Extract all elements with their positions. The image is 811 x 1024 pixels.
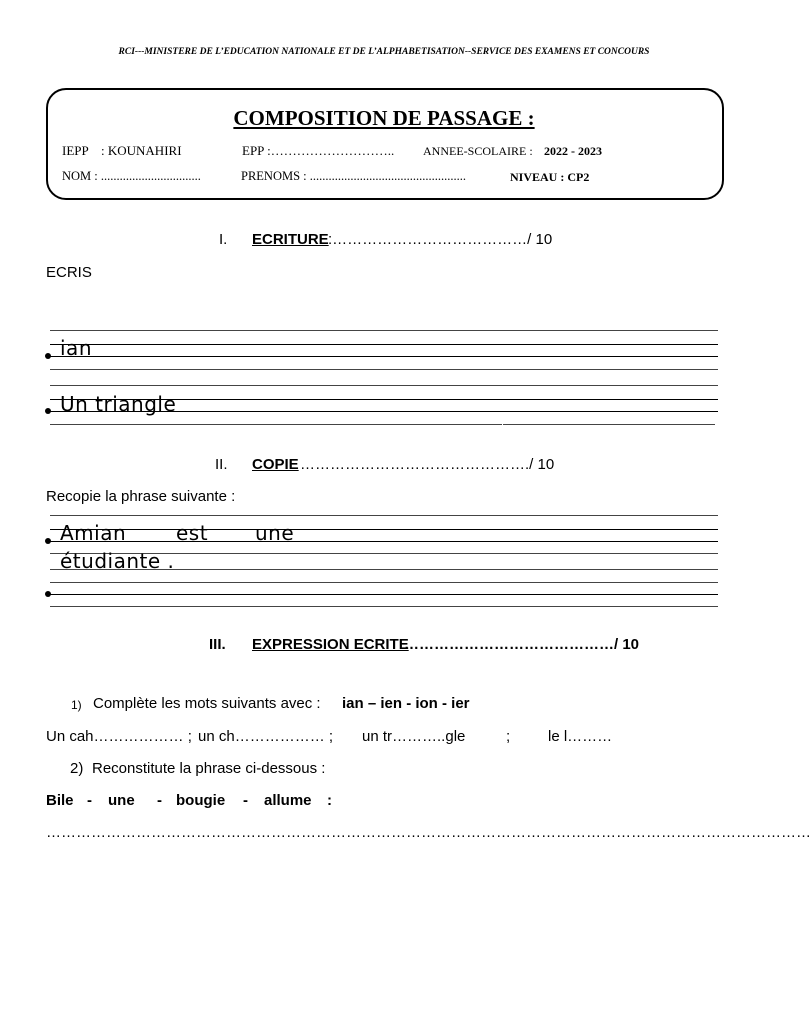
exam-title: COMPOSITION DE PASSAGE : <box>233 106 535 130</box>
bullet-point <box>45 538 51 544</box>
prenoms-field: PRENOMS : .................................................. <box>241 169 467 183</box>
q2-word: une <box>108 792 135 809</box>
copy-word-3: une <box>255 521 295 545</box>
q2-word: - <box>87 792 92 809</box>
writing-line <box>503 424 715 425</box>
q1-word-4: le l……… <box>548 728 613 745</box>
section1-score: :…………………………………/ 10 <box>328 231 553 248</box>
writing-line <box>50 369 718 370</box>
niveau-label: NIVEAU : CP2 <box>510 170 590 184</box>
q2-word: Bile <box>46 792 74 809</box>
q1-word-3: un tr………..gle <box>362 728 466 745</box>
q1-text: Complète les mots suivants avec : <box>93 695 321 712</box>
writing-line <box>50 606 718 607</box>
writing-line <box>50 529 718 530</box>
epp-field: EPP :……………………….. <box>242 143 395 158</box>
iepp-label: IEPP <box>62 143 89 158</box>
q2-word: - <box>243 792 248 809</box>
writing-line <box>50 594 718 595</box>
q2-answer-line: ……………………………………………………………………………………………………………………………………… <box>46 824 811 841</box>
q2-text: Reconstitute la phrase ci-dessous : <box>92 760 326 777</box>
section2-numeral: II. <box>215 456 228 473</box>
writing-line <box>50 541 718 542</box>
annee-label: ANNEE-SCOLAIRE : <box>423 144 533 158</box>
section1-title: ECRITURE <box>252 231 329 248</box>
q2-word: : <box>327 792 332 809</box>
section3-numeral: III. <box>209 636 226 653</box>
writing-line <box>50 582 718 583</box>
copy-line-2: étudiante . <box>60 549 175 573</box>
annee-value: 2022 - 2023 <box>544 144 602 158</box>
q1-separator: ; <box>506 728 511 745</box>
bullet-point <box>45 353 51 359</box>
writing-line <box>50 424 502 425</box>
writing-line <box>50 344 718 345</box>
q2-word: bougie <box>176 792 226 809</box>
section1-numeral: I. <box>219 231 228 248</box>
writing-line <box>50 385 718 386</box>
model-text-1: ian <box>60 336 92 360</box>
q2-word: allume <box>264 792 312 809</box>
bullet-point <box>45 591 51 597</box>
iepp-value: : KOUNAHIRI <box>101 143 182 158</box>
model-text-2: Un triangle <box>60 392 177 416</box>
q1-number: 1) <box>71 698 82 712</box>
writing-line <box>50 356 718 357</box>
writing-line <box>50 569 718 570</box>
q1-options: ian – ien - ion - ier <box>342 695 470 712</box>
section2-instruction: Recopie la phrase suivante : <box>46 488 236 505</box>
ministry-header: RCI---MINISTERE DE L’EDUCATION NATIONALE ET DE L’ALPHABETISATION--SERVICE DES EXAMENS ET CONCOURS <box>118 47 650 57</box>
section2-title: COPIE <box>252 456 299 473</box>
q2-word: - <box>157 792 162 809</box>
section3-score: ……………………………………/ 10 <box>404 636 640 653</box>
writing-line <box>50 515 718 516</box>
copy-word-1: Amian <box>60 521 127 545</box>
q1-word-1: Un cah……………… ; <box>46 728 192 745</box>
q1-word-2: un ch……………… ; <box>198 728 334 745</box>
nom-field: NOM : ................................ <box>62 169 201 183</box>
bullet-point <box>45 408 51 414</box>
q2-number: 2) <box>70 760 84 777</box>
writing-line <box>50 330 718 331</box>
section1-instruction: ECRIS <box>46 264 92 281</box>
copy-word-2: est <box>176 521 209 545</box>
section3-title: EXPRESSION ECRITE <box>252 636 409 653</box>
section2-score: ………………………………………./ 10 <box>300 456 555 473</box>
